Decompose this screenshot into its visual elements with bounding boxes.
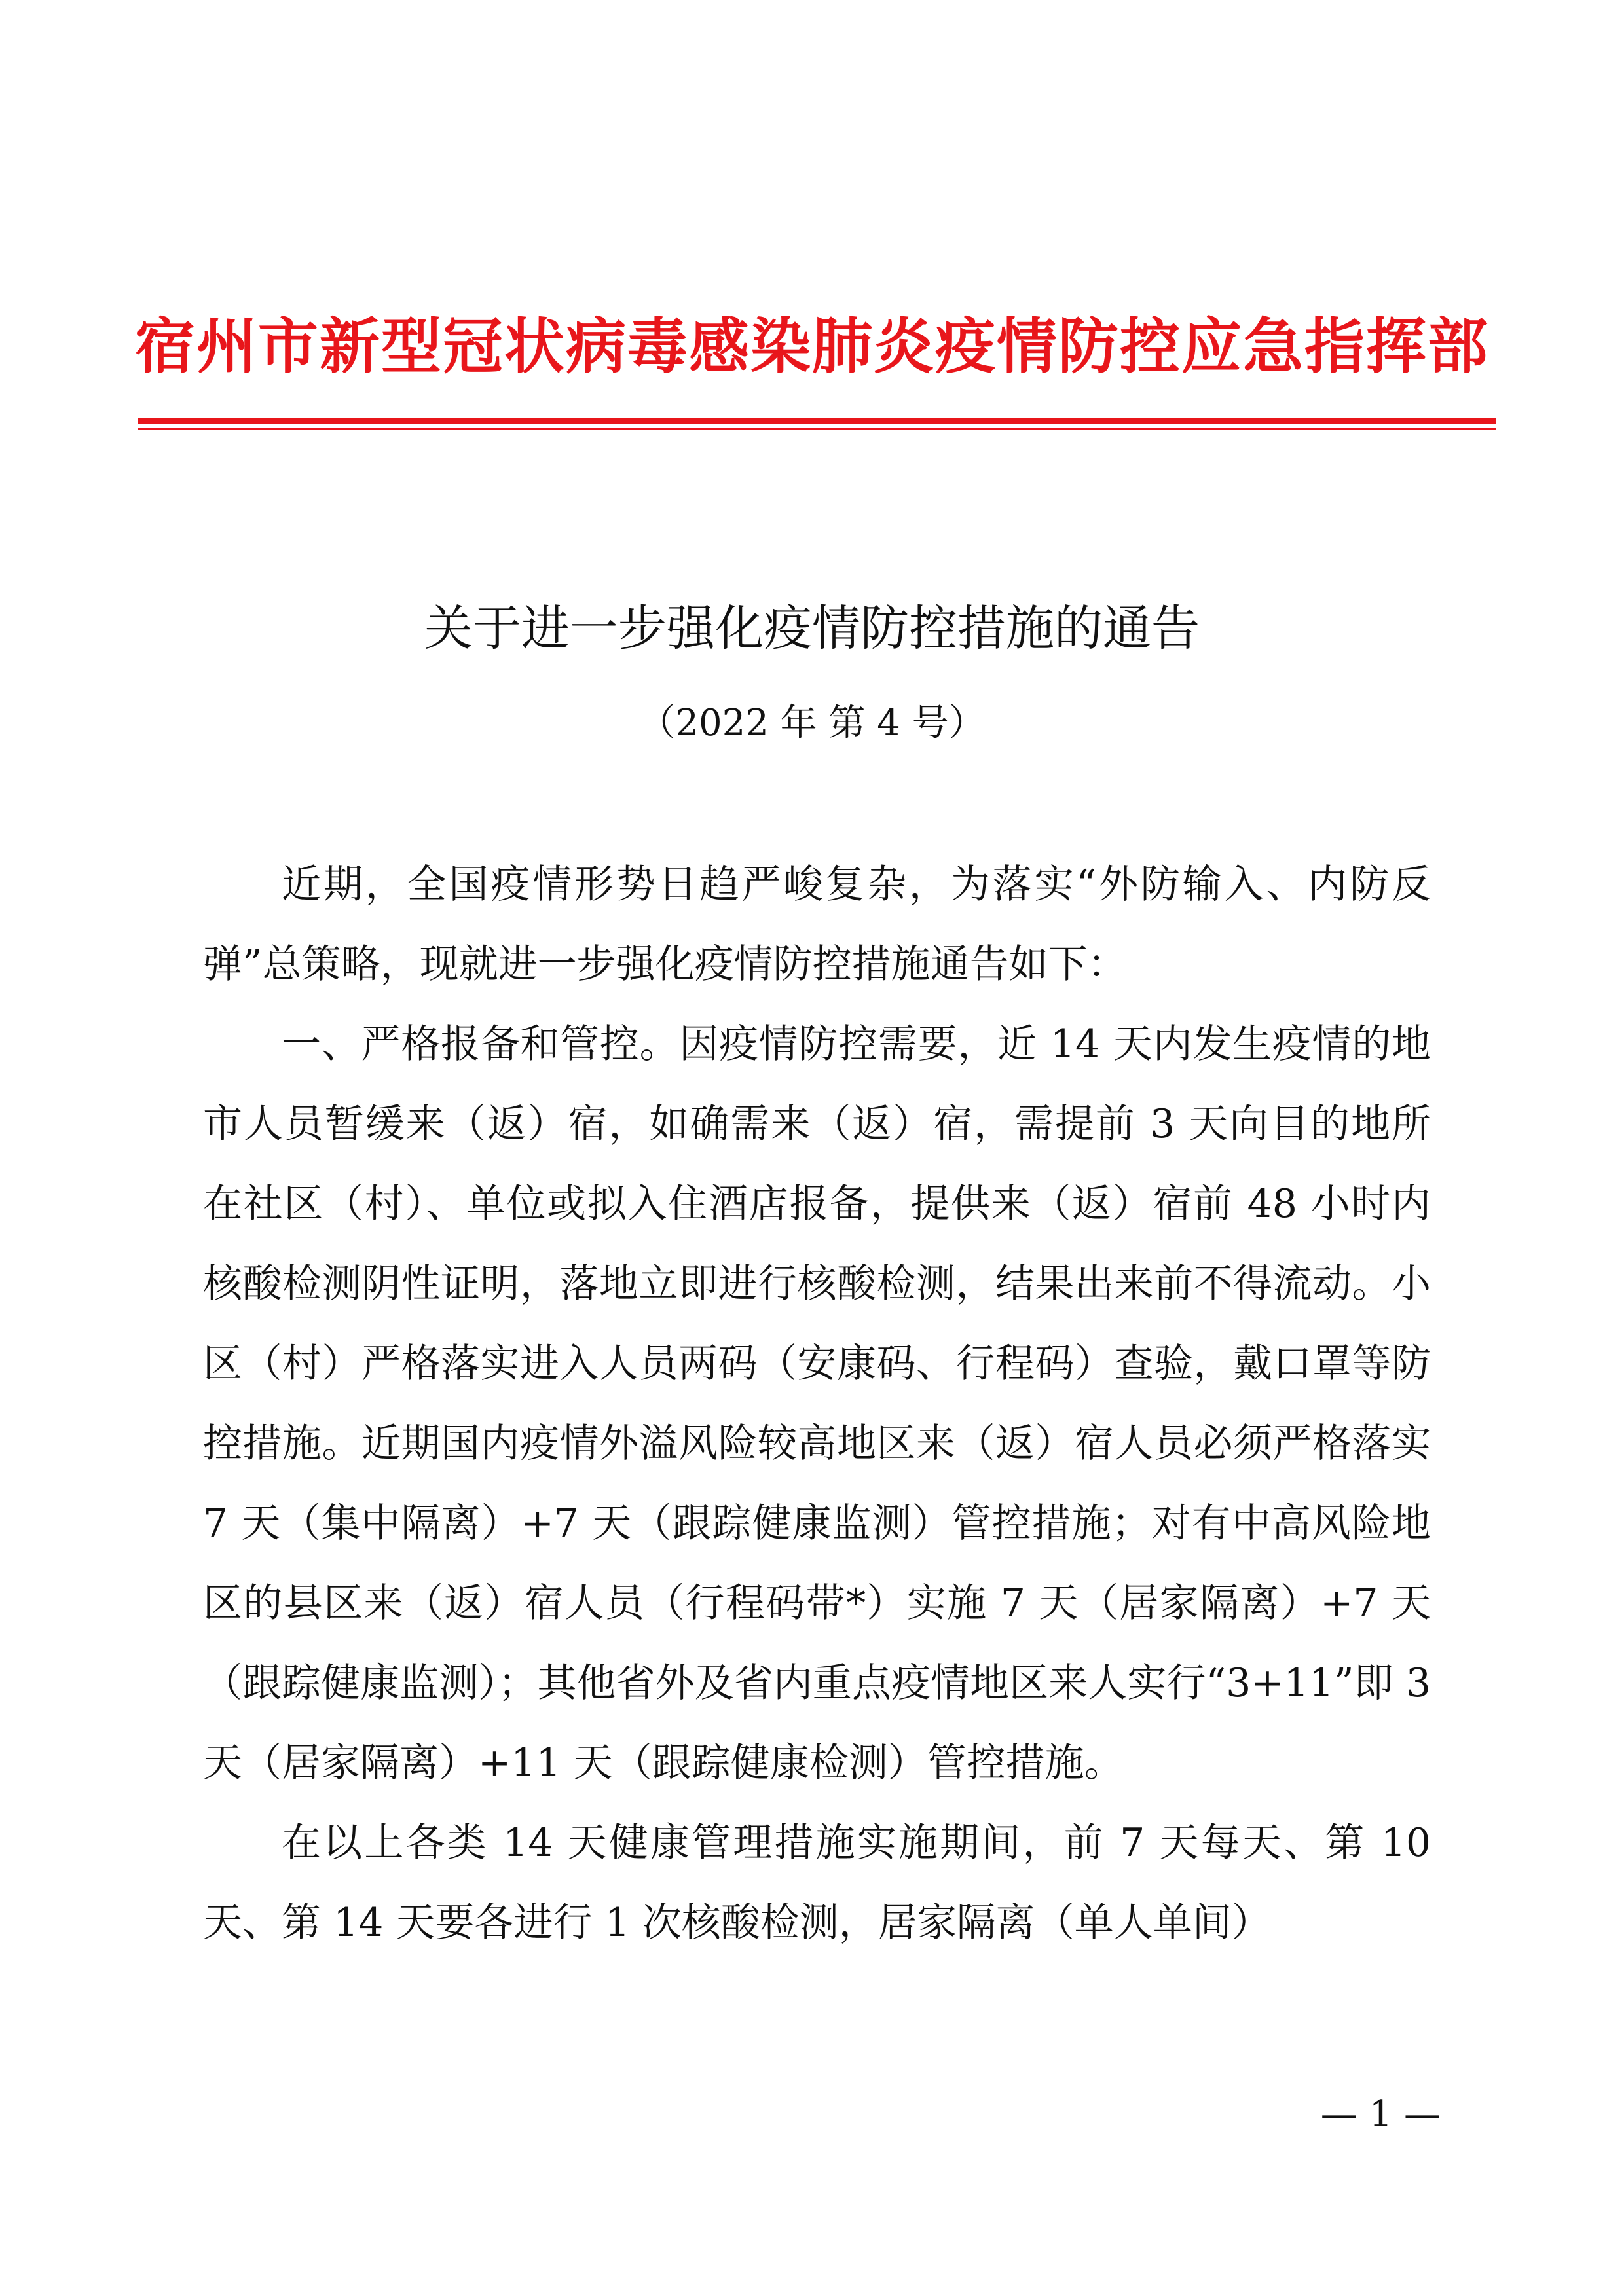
paragraph-health-management: 在以上各类 14 天健康管理措施实施期间，前 7 天每天、第 10 天、第 14 天要各进行 1 次核酸检测，居家隔离（单人单间） bbox=[203, 1820, 1431, 1946]
document-title: 关于进一步强化疫情防控措施的通告 bbox=[424, 600, 1200, 657]
red-header-rule-thick bbox=[138, 418, 1496, 424]
page-number: — 1 — bbox=[1320, 2093, 1441, 2136]
paragraph-intro: 近期，全国疫情形势日趋严峻复杂，为落实“外防输入、内防反弹”总策略，现就进一步强化疫情防控措施通告如下： bbox=[203, 862, 1431, 987]
paragraph-item-1: 一、严格报备和管控。因疫情防控需要，近 14 天内发生疫情的地市人员暂缓来（返）宿，如确需来（返）宿，需提前 3 天向目的地所在社区（村）、单位或拟入住酒店报备，提供来（返）宿前 48 小时内核酸检测阴性证明，落地立即进行核酸检测，结果出来前不得流动。小区（村）严格落实进入人员两码（安康码、行程码）查验，戴口罩等防控措施。近期国内疫情外溢风险较高地区来（返）宿人员必须严格落实 7 天（集中隔离）+7 天（跟踪健康监测）管控措施；对有中高风险地区的县区来（返）宿人员（行程码带*）实施 7 天（居家隔离）+7 天（跟踪健康监测）；其他省外及省内重点疫情地区来人实行“3+11”即 3 天（居家隔离）+11 天（跟踪健康检测）管控措施。 bbox=[203, 1021, 1431, 1786]
red-header-rule-thin bbox=[138, 428, 1496, 430]
document-number: （2022 年 第 4 号） bbox=[638, 702, 986, 744]
document-body bbox=[203, 845, 1431, 1963]
issuer-header: 宿州市新型冠状病毒感染肺炎疫情防控应急指挥部 bbox=[134, 312, 1489, 382]
